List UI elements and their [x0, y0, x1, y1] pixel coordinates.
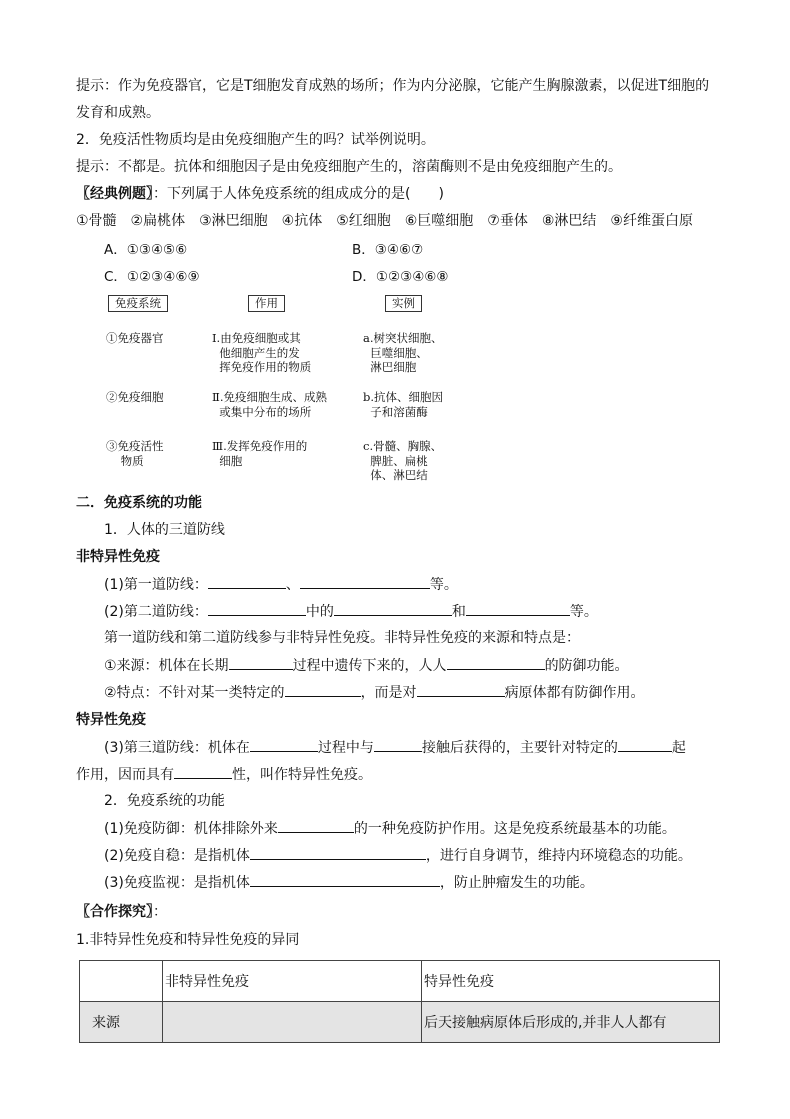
diagram-header-function: 作用 — [248, 295, 285, 312]
cooperate-label: 〖合作探究〗 — [76, 904, 153, 920]
hint-line: 提示：作为免疫器官，它是T细胞发育成熟的场所；作为内分泌腺，它能产生胸腺激素，以促进T细胞的 — [76, 78, 710, 94]
first-line-defense: (1)第一道防线： 、 等。 — [104, 574, 458, 595]
diagram-function: Ⅱ.免疫细胞生成、成熟 或集中分布的场所 — [212, 390, 327, 419]
blank[interactable] — [374, 737, 422, 752]
diagram-header-system: 免疫系统 — [108, 295, 168, 312]
diagram-example: c.骨髓、胸腺、 脾脏、扁桃 体、淋巴结 — [363, 439, 443, 482]
third-line-defense: (3)第三道防线：机体在 过程中与 接触后获得的，主要针对特定的 起 — [104, 737, 686, 758]
option-c: C．①②③④⑥⑨ — [104, 269, 200, 285]
example-items: ①骨髓 ②扁桃体 ③淋巴细胞 ④抗体 ⑤红细胞 ⑥巨噬细胞 ⑦垂体 ⑧淋巴结 ⑨纤维蛋白原 — [76, 213, 693, 229]
cooperate-question: 1.非特异性免疫和特异性免疫的异同 — [76, 932, 300, 948]
option-d: D．①②③④⑥⑧ — [352, 269, 449, 285]
table-header-cell: 非特异性免疫 — [163, 961, 422, 1002]
diagram-item: ②免疫细胞 — [106, 390, 164, 404]
comparison-table — [79, 960, 720, 1043]
blank[interactable] — [285, 682, 361, 697]
diagram-header-example: 实例 — [385, 295, 422, 312]
blank[interactable] — [250, 872, 440, 887]
blank[interactable] — [334, 601, 452, 616]
hint-2: 提示：不都是。抗体和细胞因子是由免疫细胞产生的，溶菌酶则不是由免疫细胞产生的。 — [76, 159, 622, 175]
function-defense: (1)免疫防御：机体排除外来 的一种免疫防护作用。这是免疫系统最基本的功能。 — [104, 818, 676, 839]
nonspecific-feature: ②特点：不针对某一类特定的 ，而是对 病原体都有防御作用。 — [104, 682, 645, 703]
option-a: A．①③④⑤⑥ — [104, 242, 188, 258]
blank[interactable] — [618, 737, 672, 752]
subsection-title: 2．免疫系统的功能 — [104, 793, 225, 809]
diagram-item: ①免疫器官 — [106, 331, 164, 345]
diagram-example: b.抗体、细胞因 子和溶菌酶 — [363, 390, 444, 419]
option-b: B．③④⑥⑦ — [352, 242, 424, 258]
table-header-cell — [80, 961, 163, 1002]
blank[interactable] — [208, 601, 306, 616]
subsection-title: 1．人体的三道防线 — [104, 522, 225, 538]
second-line-defense: (2)第二道防线： 中的 和 等。 — [104, 601, 598, 622]
hint-line: 发育和成熟。 — [76, 105, 160, 121]
table-header-row — [80, 961, 720, 1002]
nonspecific-title: 非特异性免疫 — [76, 549, 160, 565]
blank[interactable] — [250, 737, 318, 752]
blank[interactable] — [229, 655, 293, 670]
blank[interactable] — [278, 818, 354, 833]
example-question — [76, 184, 444, 204]
table-row — [80, 1002, 720, 1043]
diagram-function: Ⅲ.发挥免疫作用的 细胞 — [212, 439, 308, 468]
section-title: 二．免疫系统的功能 — [76, 495, 202, 511]
nonspecific-intro: 第一道防线和第二道防线参与非特异性免疫。非特异性免疫的来源和特点是： — [104, 630, 580, 646]
table-header-cell: 特异性免疫 — [422, 961, 720, 1002]
function-homeostasis: (2)免疫自稳：是指机体 ，进行自身调节，维持内环境稳态的功能。 — [104, 845, 692, 866]
blank[interactable] — [447, 655, 545, 670]
third-line-defense-cont: 作用，因而具有 性，叫作特异性免疫。 — [76, 764, 372, 785]
blank[interactable] — [174, 764, 232, 779]
example-label: 〖经典例题〗 — [76, 186, 153, 202]
cooperate-heading: 〖合作探究〗： — [76, 904, 167, 920]
table-cell: 后天接触病原体后形成的,并非人人都有 — [422, 1002, 720, 1043]
blank[interactable] — [250, 845, 426, 860]
blank[interactable] — [417, 682, 505, 697]
diagram-example: a.树突状细胞、 巨噬细胞、 淋巴细胞 — [363, 331, 443, 374]
specific-title: 特异性免疫 — [76, 712, 146, 728]
table-cell: 来源 — [80, 1002, 163, 1043]
blank[interactable] — [300, 574, 430, 589]
question-2: 2．免疫活性物质均是由免疫细胞产生的吗？试举例说明。 — [76, 132, 435, 148]
example-question-text: ：下列属于人体免疫系统的组成成分的是( ) — [153, 186, 444, 202]
table-cell[interactable] — [163, 1002, 422, 1043]
diagram-function: Ⅰ.由免疫细胞或其 他细胞产生的发 挥免疫作用的物质 — [212, 331, 312, 374]
blank[interactable] — [208, 574, 286, 589]
blank[interactable] — [466, 601, 570, 616]
diagram-item: ③免疫活性 物质 — [106, 439, 164, 468]
nonspecific-source: ①来源：机体在长期 过程中遗传下来的，人人 的防御功能。 — [104, 655, 629, 676]
function-surveillance: (3)免疫监视：是指机体 ，防止肿瘤发生的功能。 — [104, 872, 594, 893]
